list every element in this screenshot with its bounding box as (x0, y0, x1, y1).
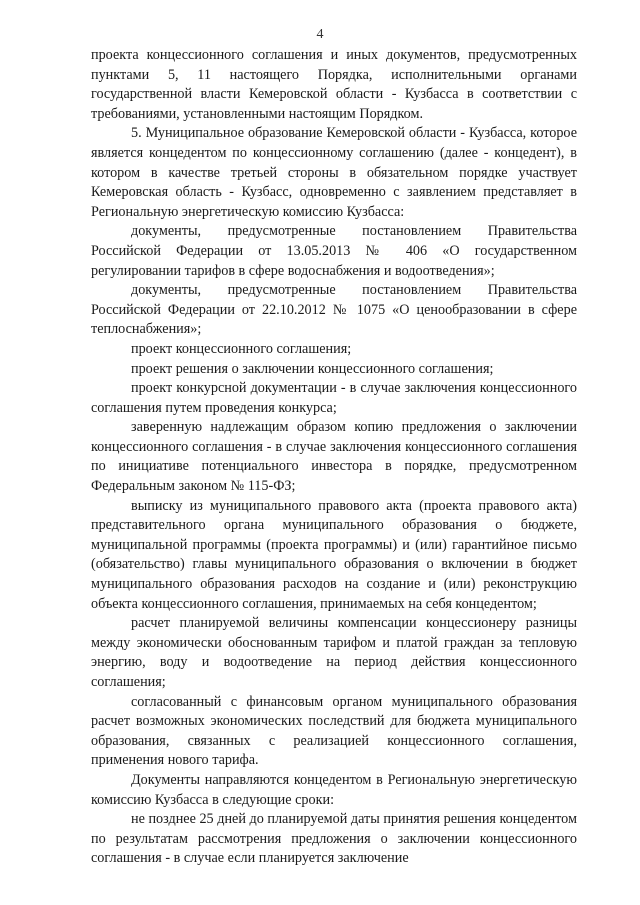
paragraph-submission-terms: Документы направляются концедентом в Региональную энергетическую комиссию Кузбасса в следующие сроки: (91, 771, 577, 808)
paragraph-budget-extract: выписку из муниципального правового акта (проекта правового акта) представительного органа муниципального образования о бюджете, муниципальной программы (проекта программы) и (или) гарантийное письмо (обязательство) главы муниципального образования о включении в бюджет муниципального образования расходов на создание и (или) реконструкцию объекта концессионного соглашения, принимаемых на себя концедентом; (91, 497, 577, 612)
paragraph-item-5: 5. Муниципальное образование Кемеровской области - Кузбасса, которое является концедентом по концессионному соглашению (далее - концедент), в котором в качестве третьей стороны в обязательном порядке участвует Кемеровская область - Кузбасс, одновременно с заявлением представляет в Региональную энергетическую комиссию Кузбасса: (91, 125, 577, 220)
document-body (91, 46, 577, 869)
paragraph-proposal-copy: заверенную надлежащим образом копию предложения о заключении концессионного соглашения - в случае заключения концессионного соглашения по инициативе потенциального инвестора в порядке, предусмотренном Федеральным законом № 115-ФЗ; (91, 419, 577, 495)
paragraph-doc-1075: документы, предусмотренные постановлением Правительства Российской Федерации от 22.10.2012 № 1075 «О ценообразовании в сфере теплоснабжения»; (91, 282, 577, 338)
paragraph-draft-decision: проект решения о заключении концессионного соглашения; (131, 360, 494, 377)
paragraph-compensation-calc: расчет планируемой величины компенсации концессионеру разницы между экономически обоснованным тарифом и платой граждан за тепловую энергию, воду и водоотведение на период действия концессионного соглашения; (91, 615, 577, 690)
paragraph-continuation: проекта концессионного соглашения и иных документов, предусмотренных пунктами 5, 11 настоящего Порядка, исполнительными органами государственной власти Кемеровской области - Кузбасса в соответствии с требованиями, установленными настоящим Порядком. (91, 47, 577, 122)
paragraph-tender-docs: проект конкурсной документации - в случае заключения концессионного соглашения путем проведения конкурса; (91, 380, 577, 416)
paragraph-doc-406: документы, предусмотренные постановлением Правительства Российской Федерации от 13.05.2013 № 406 «О государственном регулировании тарифов в сфере водоснабжения и водоотведения»; (91, 223, 577, 279)
paragraph-deadline: не позднее 25 дней до планируемой даты принятия решения концедентом по результатам рассмотрения предложения о заключении концессионного соглашения - в случае если планируется заключение (91, 811, 577, 867)
paragraph-draft-agreement: проект концессионного соглашения; (131, 340, 352, 357)
paragraph-economic-consequences: согласованный с финансовым органом муниципального образования расчет возможных экономических последствий для бюджета муниципального образования, связанных с реализацией концессионного соглашения, применения нового тарифа. (91, 693, 577, 769)
page-number: 4 (316, 27, 324, 42)
